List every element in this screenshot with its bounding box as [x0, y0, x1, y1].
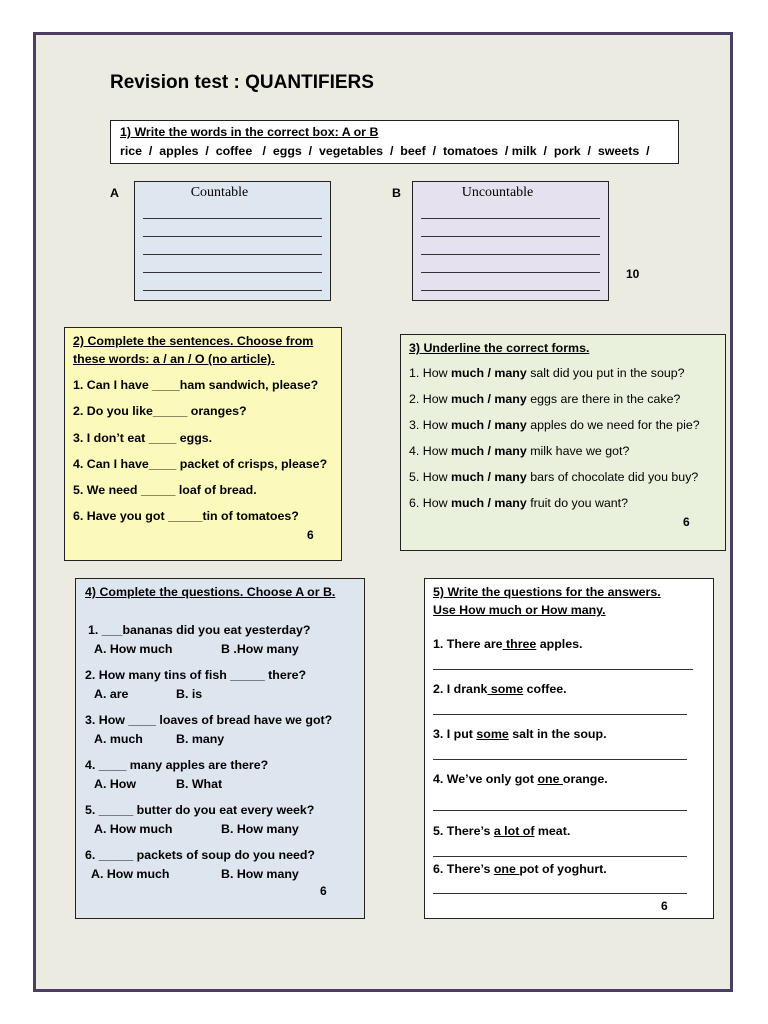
exercise-4-option-a[interactable]: A. much — [94, 732, 143, 746]
exercise-4-option-a[interactable]: A. are — [94, 687, 129, 701]
exercise-4-option-a[interactable]: A. How much — [94, 822, 173, 836]
uncountable-box-title: Uncountable — [461, 185, 534, 200]
exercise-3-item: 3. How much / many apples do we need for the pie? — [409, 418, 700, 432]
exercise-5-answer: 1. There are three apples. — [433, 637, 583, 651]
exercise-4-option-b[interactable]: B. How many — [221, 822, 299, 836]
exercise-2-box — [64, 327, 342, 561]
exercise-2-heading-line1: 2) Complete the sentences. Choose from — [73, 334, 314, 348]
countable-box — [134, 181, 331, 301]
exercise-4-heading: 4) Complete the questions. Choose A or B. — [85, 585, 336, 599]
exercise-4-option-b[interactable]: B. is — [176, 687, 203, 701]
exercise-4-question: 6. _____ packets of soup do you need? — [85, 848, 315, 862]
exercise-2-item: 5. We need _____ loaf of bread. — [73, 483, 257, 497]
exercise-3-item: 5. How much / many bars of chocolate did you buy? — [409, 470, 699, 484]
exercise-3-item: 1. How much / many salt did you put in the soup? — [409, 366, 685, 380]
exercise-4-option-a[interactable]: A. How much — [94, 642, 173, 656]
exercise-5-write-line[interactable] — [433, 855, 687, 857]
exercise-4-option-a[interactable]: A. How — [94, 777, 136, 791]
exercise-4-question: 5. _____ butter do you eat every week? — [85, 803, 315, 817]
exercise-5-answer: 5. There’s a lot of meat. — [433, 824, 571, 838]
exercise-4-question: 3. How ____ loaves of bread have we got? — [85, 713, 333, 727]
exercise-3-box — [400, 334, 726, 551]
exercise-2-item: 4. Can I have____ packet of crisps, please? — [73, 457, 328, 471]
exercise-5-write-line[interactable] — [433, 809, 687, 811]
uncountable-answer-lines[interactable] — [413, 201, 608, 291]
exercise-3-item: 2. How much / many eggs are there in the cake? — [409, 392, 681, 406]
exercise-4-question: 1. ___bananas did you eat yesterday? — [88, 623, 311, 637]
exercise-5-write-line[interactable] — [433, 713, 687, 715]
exercise-3-item: 6. How much / many fruit do you want? — [409, 496, 629, 510]
exercise-5-answer: 4. We’ve only got one orange. — [433, 772, 608, 786]
exercise-4-question: 2. How many tins of fish _____ there? — [85, 668, 307, 682]
exercise-4-option-a[interactable]: A. How much — [91, 867, 170, 881]
exercise-5-heading-line1: 5) Write the questions for the answers. — [433, 585, 661, 599]
countable-answer-lines[interactable] — [135, 201, 330, 291]
exercise-3-heading: 3) Underline the correct forms. — [409, 341, 590, 355]
exercise-1-heading: 1) Write the words in the correct box: A or B — [120, 125, 379, 139]
exercise-2-score: 6 — [307, 528, 314, 542]
page-title: Revision test : QUANTIFIERS — [110, 72, 374, 93]
exercise-1-word-list: rice / apples / coffee / eggs / vegetables / beef / tomatoes / milk / pork / sweets / — [120, 144, 650, 158]
exercise-4-box — [75, 578, 365, 919]
exercise-5-answer: 6. There’s one pot of yoghurt. — [433, 862, 607, 876]
exercise-4-option-b[interactable]: B. What — [176, 777, 223, 791]
exercise-3-item: 4. How much / many milk have we got? — [409, 444, 630, 458]
exercise-2-item: 3. I don’t eat ____ eggs. — [73, 431, 213, 445]
uncountable-box — [412, 181, 609, 301]
box-b-letter: B — [392, 186, 401, 200]
exercise-4-score: 6 — [320, 884, 327, 898]
exercise-5-write-line[interactable] — [433, 758, 687, 760]
exercise-5-heading-line2: Use How much or How many. — [433, 603, 606, 617]
exercise-5-answer: 2. I drank some coffee. — [433, 682, 567, 696]
exercise-5-score: 6 — [661, 899, 668, 913]
exercise-4-option-b[interactable]: B .How many — [221, 642, 299, 656]
exercise-2-heading-line2: these words: a / an / O (no article). — [73, 352, 275, 366]
exercise-5-answer: 3. I put some salt in the soup. — [433, 727, 607, 741]
box-a-letter: A — [110, 186, 119, 200]
exercise-2-item: 1. Can I have ____ham sandwich, please? — [73, 378, 319, 392]
exercise-2-item: 6. Have you got _____tin of tomatoes? — [73, 509, 299, 523]
exercise-5-write-line[interactable] — [433, 668, 693, 670]
exercise-1-score: 10 — [626, 267, 640, 281]
exercise-1-header — [110, 120, 679, 164]
countable-box-title: Countable — [190, 185, 249, 200]
exercise-5-box — [424, 578, 714, 919]
exercise-4-question: 4. ____ many apples are there? — [85, 758, 269, 772]
exercise-4-option-b[interactable]: B. How many — [221, 867, 299, 881]
exercise-3-score: 6 — [683, 515, 690, 529]
exercise-5-write-line[interactable] — [433, 892, 687, 894]
exercise-2-item: 2. Do you like_____ oranges? — [73, 404, 247, 418]
exercise-4-option-b[interactable]: B. many — [176, 732, 225, 746]
